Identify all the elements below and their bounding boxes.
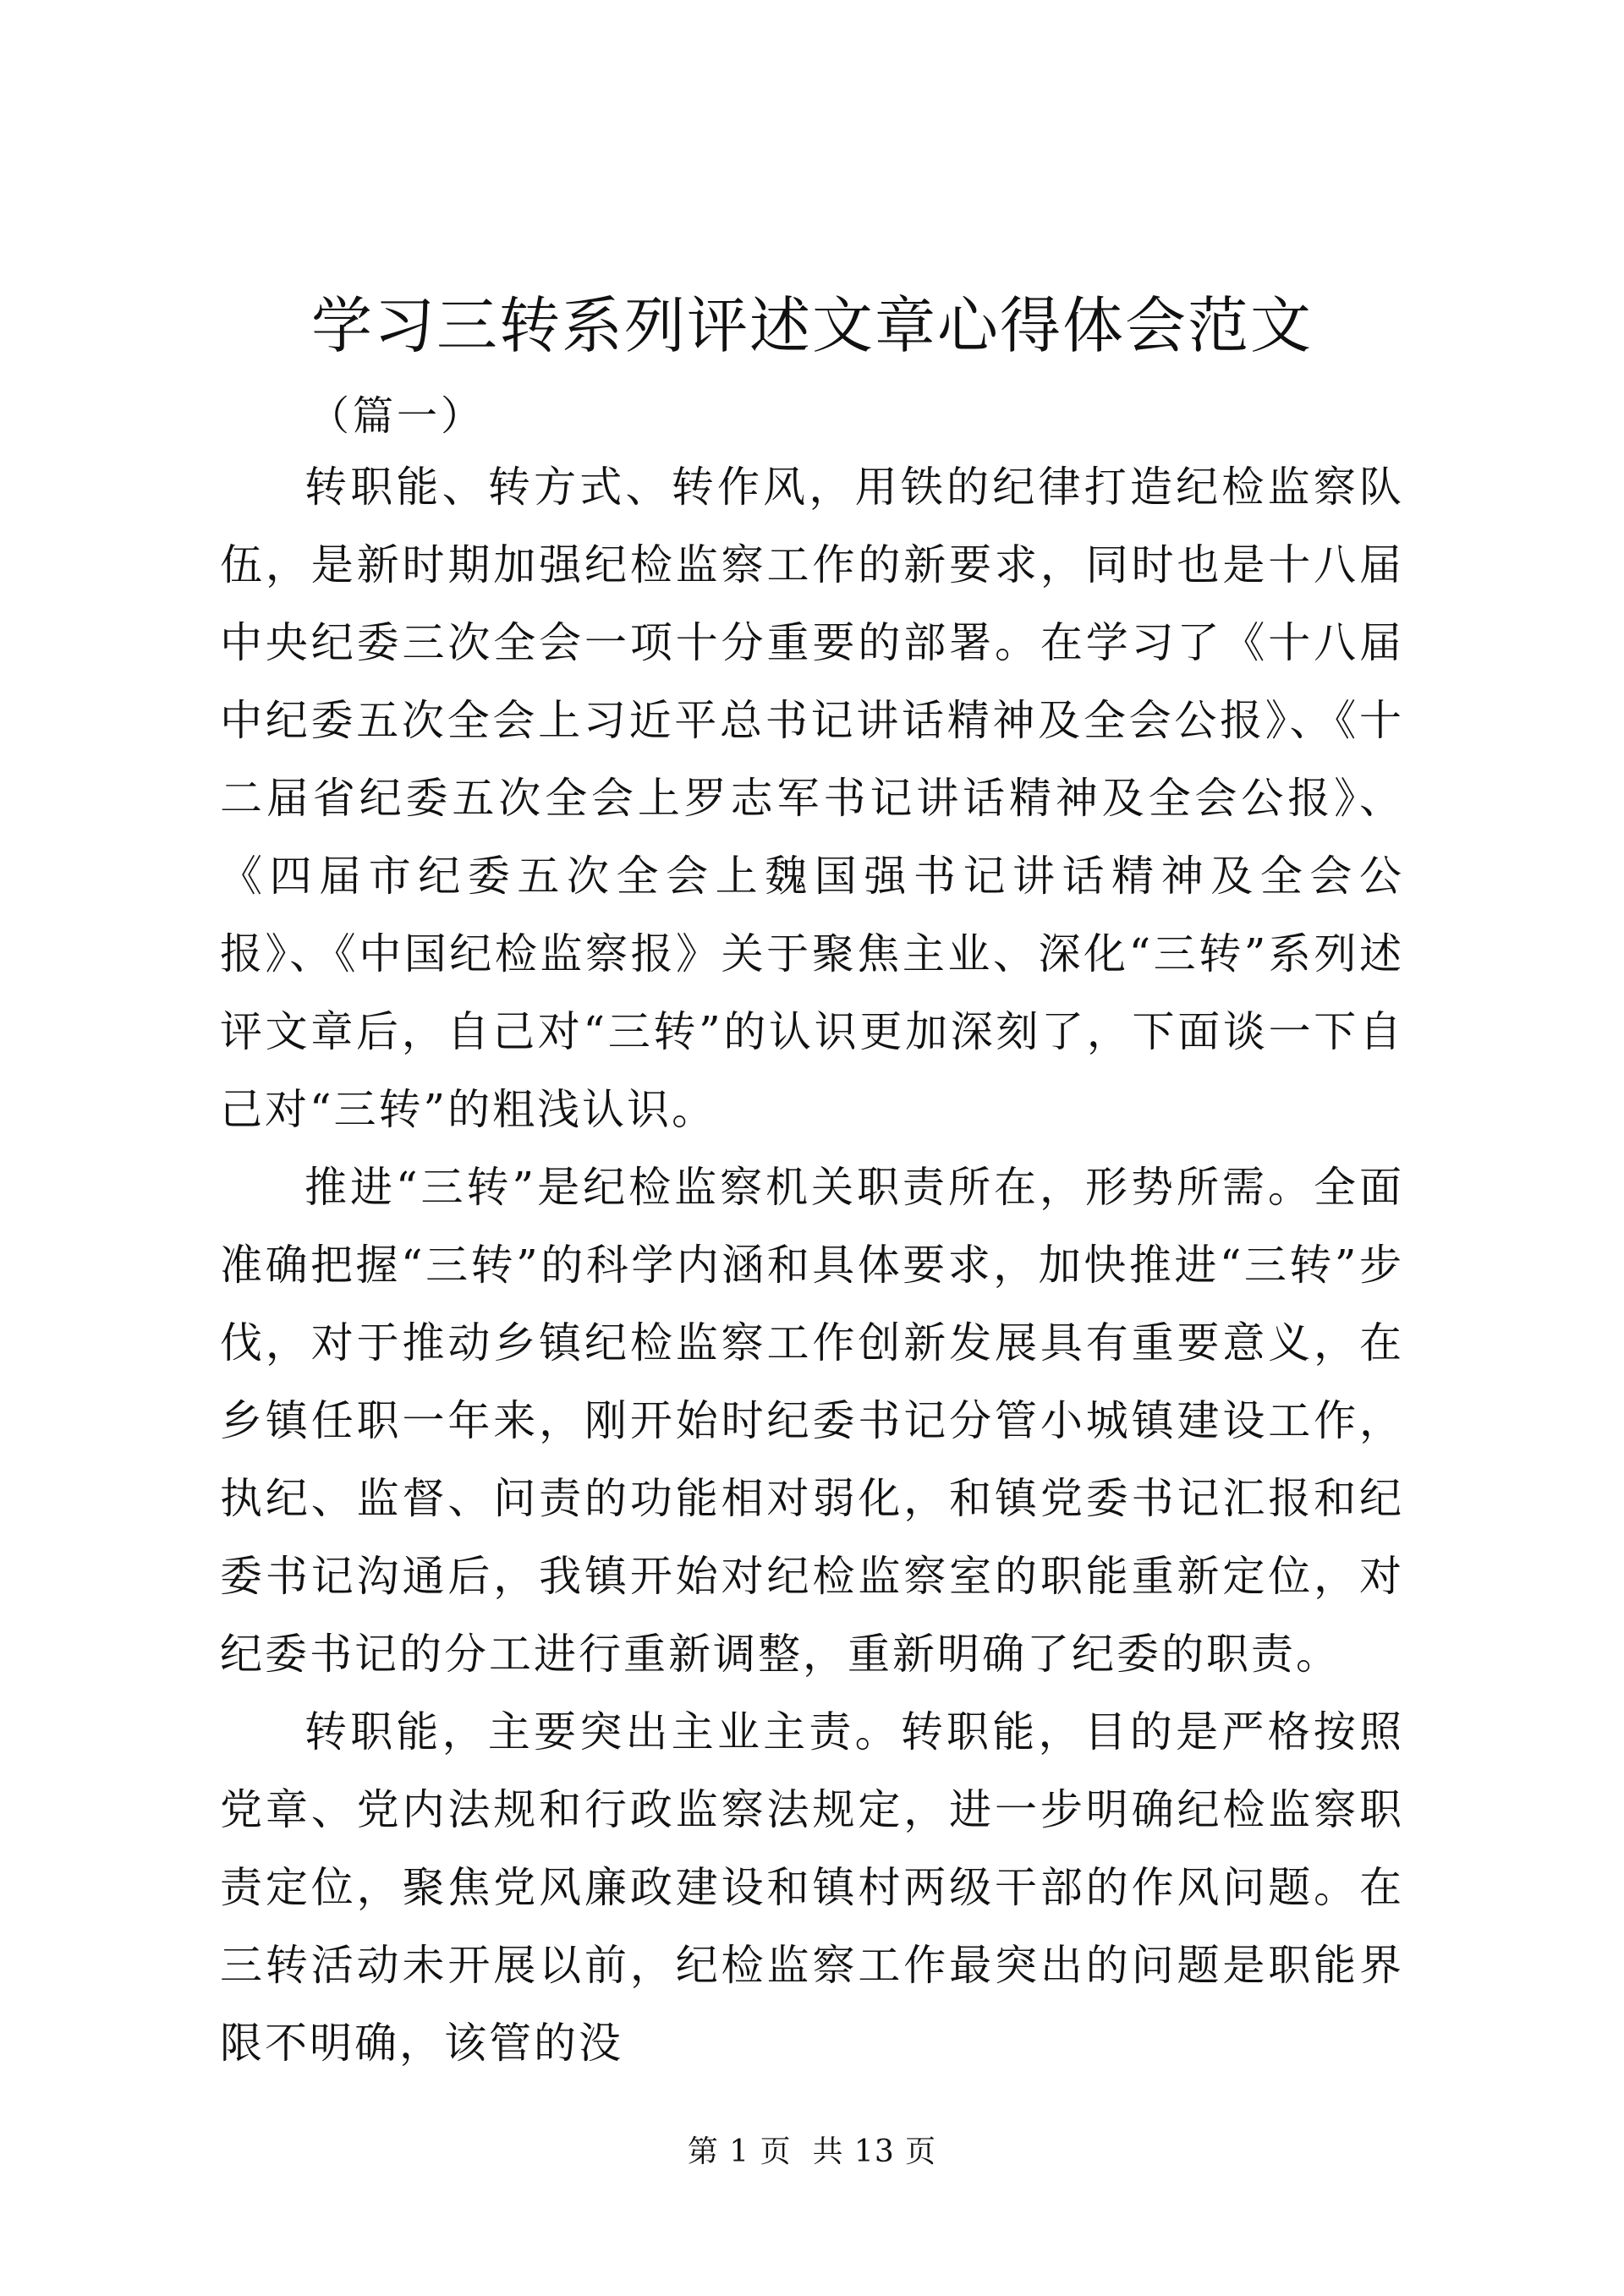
paragraph-1: 转职能、转方式、转作风，用铁的纪律打造纪检监察队伍，是新时期加强纪检监察工作的新要求，同时也是十八届中央纪委三次全会一项十分重要的部署。在学习了《十八届中纪委五次全会上习近平总书记讲话精神及全会公报》、《十二届省纪委五次全会上罗志军书记讲话精神及全会公报》、《四届市纪委五次全会上魏国强书记讲话精神及全会公报》、《中国纪检监察报》关于聚焦主业、深化“三转”系列述评文章后，自己对“三转”的认识更加深刻了，下面谈一下自己对“三转”的粗浅认识。: [220, 463, 1404, 1134]
section-label: （篇一）: [309, 392, 486, 440]
document-title: 学习三转系列评述文章心得体会范文: [310, 290, 1313, 361]
page-footer: [0, 2131, 1624, 2173]
page-number: 第 1 页 共 13 页: [687, 2134, 937, 2169]
paragraph-2: 推进“三转”是纪检监察机关职责所在，形势所需。全面准确把握“三转”的科学内涵和具体要求，加快推进“三转”步伐，对于推动乡镇纪检监察工作创新发展具有重要意义，在乡镇任职一年来，刚开始时纪委书记分管小城镇建设工作，执纪、监督、问责的功能相对弱化，和镇党委书记汇报和纪委书记沟通后，我镇开始对纪检监察室的职能重新定位，对纪委书记的分工进行重新调整，重新明确了纪委的职责。: [220, 1163, 1404, 1679]
paragraph-3: 转职能，主要突出主业主责。转职能，目的是严格按照党章、党内法规和行政监察法规定，进一步明确纪检监察职责定位，聚焦党风廉政建设和镇村两级干部的作风问题。在三转活动未开展以前，纪检监察工作最突出的问题是职能界限不明确，该管的没: [220, 1707, 1404, 2068]
body-text: [220, 448, 1404, 2082]
